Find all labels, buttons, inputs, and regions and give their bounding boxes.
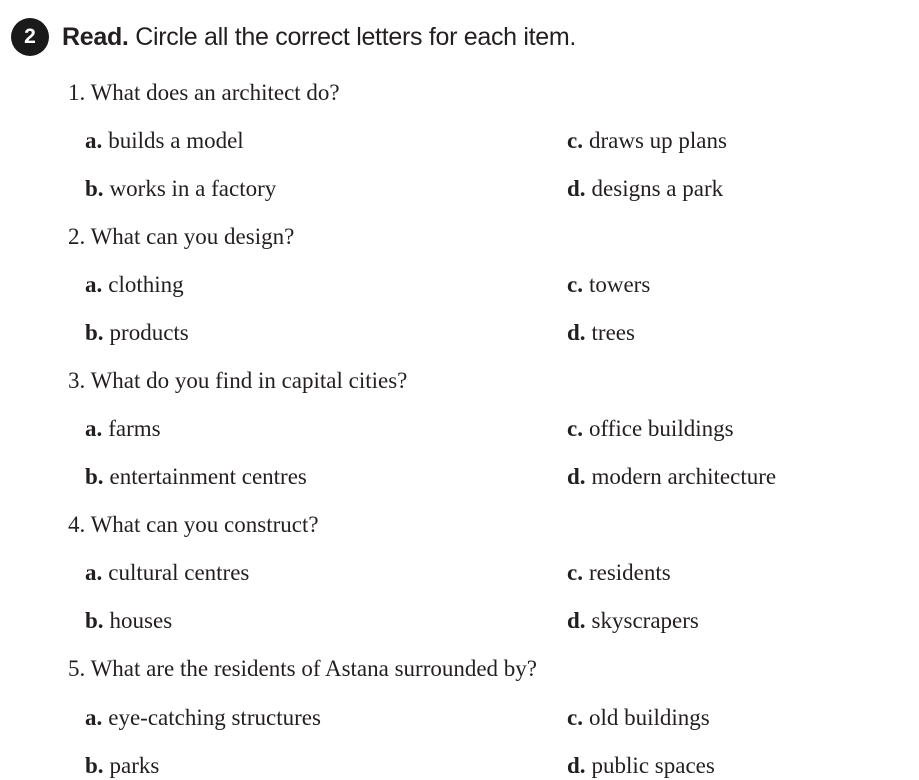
question-3-option-a[interactable] — [85, 417, 161, 440]
option-text: farms — [108, 416, 161, 441]
instruction-lead: Read. — [62, 22, 129, 51]
question-5: 5. What are the residents of Astana surrounded by? — [68, 656, 538, 681]
question-2: 2. What can you design? — [68, 224, 295, 249]
option-text: public spaces — [591, 753, 715, 778]
option-letter: c. — [567, 128, 583, 153]
option-letter: d. — [567, 753, 586, 778]
question-1: 1. What does an architect do? — [68, 80, 340, 105]
question-1-option-b[interactable] — [85, 177, 276, 200]
question-1-option-c[interactable] — [567, 129, 727, 152]
option-text: residents — [588, 560, 671, 585]
question-2-option-a[interactable] — [85, 273, 184, 296]
option-text: towers — [588, 272, 651, 297]
option-text: draws up plans — [588, 128, 727, 153]
option-letter: c. — [567, 416, 583, 441]
option-letter: d. — [567, 320, 586, 345]
option-letter: d. — [567, 608, 586, 633]
option-text: houses — [109, 608, 173, 633]
question-4: 4. What can you construct? — [68, 512, 319, 537]
option-letter: a. — [85, 272, 103, 297]
question-4-option-c[interactable] — [567, 561, 671, 584]
option-letter: a. — [85, 560, 103, 585]
option-letter: a. — [85, 705, 103, 730]
question-2-option-b[interactable] — [85, 321, 189, 344]
question-3-option-b[interactable] — [85, 465, 307, 488]
option-text: works in a factory — [109, 176, 277, 201]
question-4-option-b[interactable] — [85, 609, 172, 632]
question-4-option-a[interactable] — [85, 561, 249, 584]
option-text: trees — [591, 320, 635, 345]
question-1-option-d[interactable] — [567, 177, 723, 200]
option-text: designs a park — [591, 176, 724, 201]
option-letter: a. — [85, 128, 103, 153]
question-1-option-a[interactable] — [85, 129, 244, 152]
option-text: builds a model — [108, 128, 244, 153]
option-text: skyscrapers — [591, 608, 699, 633]
question-4-option-d[interactable] — [567, 609, 699, 632]
exercise-number-badge: 2 — [11, 18, 49, 56]
question-2-option-c[interactable] — [567, 273, 650, 296]
question-5-option-c[interactable] — [567, 706, 710, 729]
option-letter: b. — [85, 320, 104, 345]
option-letter: b. — [85, 176, 104, 201]
option-text: products — [109, 320, 189, 345]
question-3-option-d[interactable] — [567, 465, 776, 488]
exercise-header — [11, 18, 576, 56]
option-letter: d. — [567, 464, 586, 489]
option-text: old buildings — [588, 705, 710, 730]
option-letter: b. — [85, 608, 104, 633]
instruction-text: Circle all the correct letters for each item. — [135, 22, 577, 51]
option-text: eye-catching structures — [108, 705, 321, 730]
option-letter: d. — [567, 176, 586, 201]
question-3-option-c[interactable] — [567, 417, 734, 440]
question-5-option-d[interactable] — [567, 754, 715, 777]
option-text: entertainment centres — [109, 464, 307, 489]
option-text: modern architecture — [591, 464, 777, 489]
question-5-option-b[interactable] — [85, 754, 159, 777]
option-text: office buildings — [588, 416, 734, 441]
question-2-option-d[interactable] — [567, 321, 635, 344]
option-text: clothing — [108, 272, 184, 297]
option-text: parks — [109, 753, 160, 778]
option-letter: c. — [567, 272, 583, 297]
exercise-instruction — [62, 23, 576, 52]
option-letter: b. — [85, 464, 104, 489]
option-text: cultural centres — [108, 560, 250, 585]
question-5-option-a[interactable] — [85, 706, 321, 729]
option-letter: b. — [85, 753, 104, 778]
option-letter: c. — [567, 705, 583, 730]
question-3: 3. What do you find in capital cities? — [68, 368, 408, 393]
option-letter: c. — [567, 560, 583, 585]
option-letter: a. — [85, 416, 103, 441]
